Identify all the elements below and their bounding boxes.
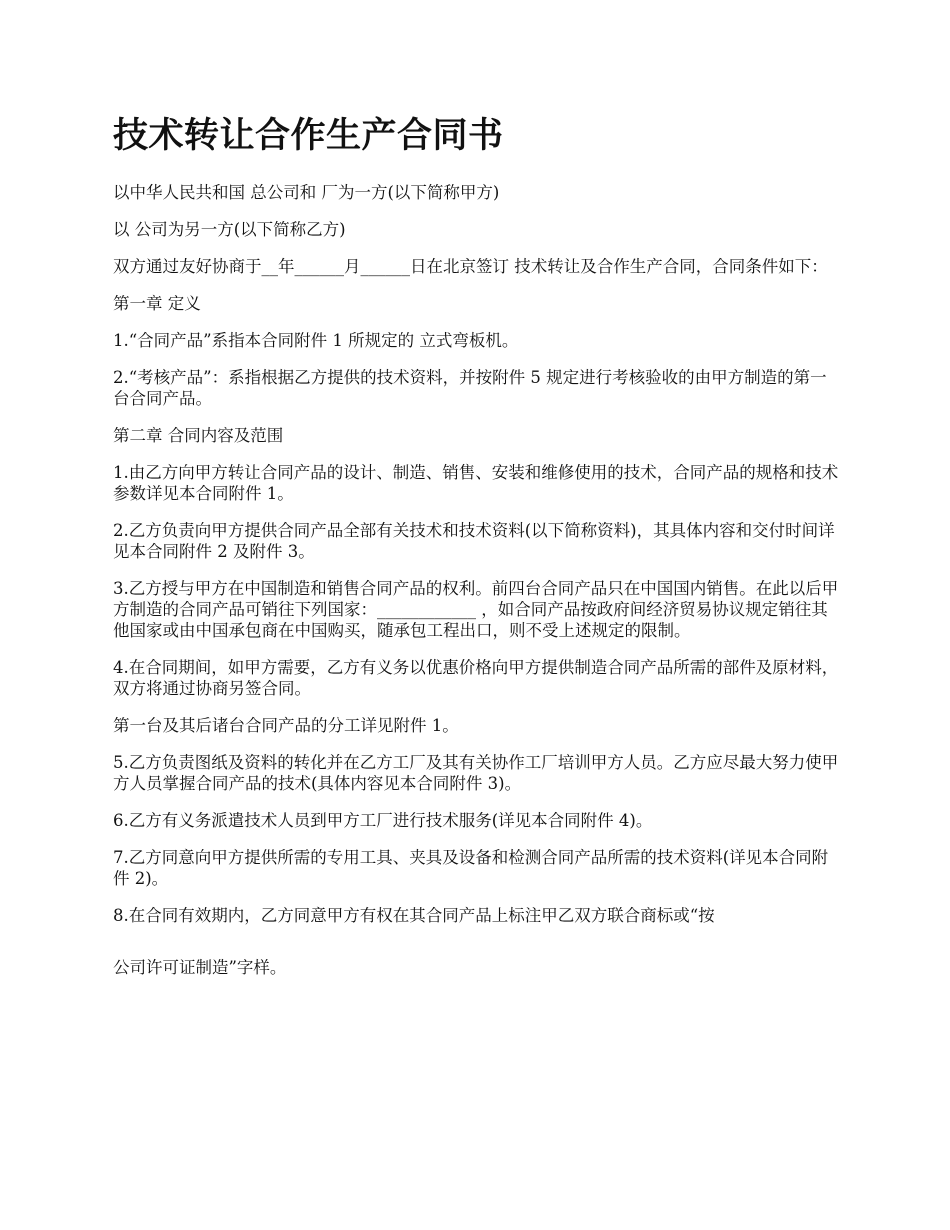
document-title: 技术转让合作生产合同书 [113,116,504,156]
scope-8-continued-paragraph: 公司许可证制造”字样。 [113,958,287,977]
scope-5-paragraph: 5.乙方负责图纸及资料的转化并在乙方工厂及其有关协作工厂培训甲方人员。乙方应尽最大努力使甲方人员掌握合同产品的技术(具体内容见本合同附件 3)。 [113,753,839,793]
chapter-2-heading: 第二章 合同内容及范围 [113,426,284,445]
definition-1-paragraph: 1.“合同产品”系指本合同附件 1 所规定的 立式弯板机。 [113,331,519,350]
scope-2-paragraph: 2.乙方负责向甲方提供合同产品全部有关技术和技术资料(以下简称资料)，其具体内容和交付时间详见本合同附件 2 及附件 3。 [113,521,835,561]
party-b-paragraph: 以 公司为另一方(以下简称乙方) [113,220,346,239]
division-note-paragraph: 第一台及其后诸台合同产品的分工详见附件 1。 [113,716,459,735]
scope-8-paragraph: 8.在合同有效期内，乙方同意甲方有权在其合同产品上标注甲乙双方联合商标或“按 [113,906,715,925]
scope-4-paragraph: 4.在合同期间，如甲方需要，乙方有义务以优惠价格向甲方提供制造合同产品所需的部件及原材料，双方将通过协商另签合同。 [113,658,839,698]
party-a-paragraph: 以中华人民共和国 总公司和 厂为一方(以下简称甲方) [113,183,500,202]
document-page [113,110,843,994]
chapter-1-heading: 第一章 定义 [113,294,201,313]
scope-1-paragraph: 1.由乙方向甲方转让合同产品的设计、制造、销售、安装和维修使用的技术，合同产品的规格和技术参数详见本合同附件 1。 [113,463,839,503]
scope-3-paragraph: 3.乙方授与甲方在中国制造和销售合同产品的权利。前四台合同产品只在中国国内销售。在此以后甲方制造的合同产品可销往下列国家：____________ ，如合同产品按政府间经济贸易协议规定销往其他国家或由中国承包商在中国购买，随承包工程出口，则不受上述规定的限制。 [113,579,839,640]
agreement-intro-paragraph: 双方通过友好协商于__年______月______日在北京签订 技术转让及合作生产合同，合同条件如下： [113,257,828,276]
scope-7-paragraph: 7.乙方同意向甲方提供所需的专用工具、夹具及设备和检测合同产品所需的技术资料(详见本合同附件 2)。 [113,848,829,888]
scope-6-paragraph: 6.乙方有义务派遣技术人员到甲方工厂进行技术服务(详见本合同附件 4)。 [113,811,653,830]
definition-2-paragraph: 2.“考核产品”：系指根据乙方提供的技术资料，并按附件 5 规定进行考核验收的由甲方制造的第一台合同产品。 [113,368,827,408]
